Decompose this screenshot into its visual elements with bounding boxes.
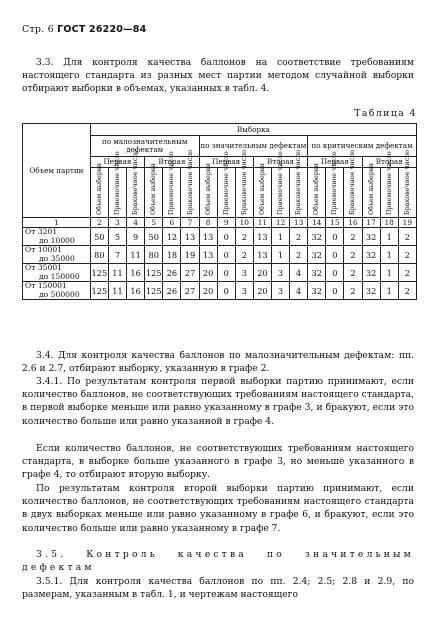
table-cell: 80 <box>90 246 108 264</box>
table-cell: 4 <box>290 282 308 300</box>
table-body <box>23 228 417 300</box>
table-cell: 16 <box>127 282 145 300</box>
column-numbers-row: 1 2 3 4 5 6 7 8 9 10 11 12 13 14 15 16 17 18 19 <box>23 218 417 228</box>
table-cell: 2 <box>344 282 362 300</box>
table-cell: 7 <box>108 246 126 264</box>
subcol-reject: Браковочное число <box>398 168 416 218</box>
table-row <box>23 228 417 246</box>
group-header-major: по значительным дефектам <box>199 136 308 157</box>
paragraph-second-sample: По результатам контроля второй выборки партию принимают, если количество баллонов, не соответствующих требованиям настоящего стандарта в двух выборках меньше или равно указанному в графе 6, и бракуют, если это количество больше или равно указанному в графе 7. <box>22 483 414 534</box>
table-cell: 0 <box>217 246 235 264</box>
table-cell: 2 <box>398 246 416 264</box>
subcol-reject: Браковочное число <box>127 168 145 218</box>
subcol-accept: Приемочное число <box>108 168 126 218</box>
table-cell: 0 <box>217 282 235 300</box>
table-row <box>23 264 417 282</box>
table-cell: 9 <box>127 228 145 246</box>
table-cell: 27 <box>181 282 199 300</box>
subcol-volume: Объем выборки <box>199 168 217 218</box>
table-cell: 32 <box>308 246 326 264</box>
subheader-first: Первая <box>90 157 144 168</box>
table-cell: 125 <box>145 264 163 282</box>
subcol-accept: Приемочное число <box>217 168 235 218</box>
page-header <box>22 24 146 35</box>
paragraph-3-3: 3.3. Для контроля качества баллонов на соответствие требованиям настоящего стандарта из разных мест партии методом случайной выборки отбирают выборки в объемах, указанных в табл. 4. <box>22 57 414 95</box>
party-size-cell: От 35001 до 150000 <box>23 264 91 282</box>
table-cell: 20 <box>199 282 217 300</box>
table-cell: 2 <box>235 228 253 246</box>
table-cell: 2 <box>290 246 308 264</box>
table-cell: 32 <box>308 228 326 246</box>
table-cell: 2 <box>235 246 253 264</box>
table-cell: 20 <box>253 264 271 282</box>
subcol-volume: Объем выборки <box>253 168 271 218</box>
table-cell: 13 <box>199 228 217 246</box>
paragraph-3-4-1: 3.4.1. По результатам контроля первой выборки партию принимают, если количество баллонов, не соответствующих требованиям настоящего стандарта, в первой выборке меньше или равно указанному в графе 3, и бракуют, если это количество больше или равно указанной в графе 4. <box>22 376 414 427</box>
table-cell: 1 <box>380 282 398 300</box>
table-cell: 11 <box>108 264 126 282</box>
sampling-table <box>22 123 417 300</box>
table-cell: 20 <box>253 282 271 300</box>
col-header-sample: Выборка <box>90 124 416 136</box>
table-cell: 2 <box>344 246 362 264</box>
table-cell: 3 <box>235 282 253 300</box>
subcol-reject: Браковочное число <box>235 168 253 218</box>
table-cell: 13 <box>181 228 199 246</box>
table-row <box>23 246 417 264</box>
table-cell: 125 <box>90 264 108 282</box>
table-cell: 32 <box>362 228 380 246</box>
table-cell: 32 <box>308 264 326 282</box>
table-cell: 27 <box>181 264 199 282</box>
subheader-second: Вторая <box>145 157 199 168</box>
subcol-volume: Объем выборки <box>90 168 108 218</box>
party-size-cell: От 10001 до 35000 <box>23 246 91 264</box>
table-cell: 18 <box>163 246 181 264</box>
paragraph-if-count: Если количество баллонов, не соответствующих требованиям настоящего стандарта, в выборке больше указанного в графе 3, но меньше указанного в графе 4, то отбирают вторую выборку. <box>22 443 414 481</box>
table-cell: 20 <box>199 264 217 282</box>
table-cell: 0 <box>326 228 344 246</box>
table-cell: 19 <box>181 246 199 264</box>
table-cell: 32 <box>362 282 380 300</box>
table-cell: 16 <box>127 264 145 282</box>
paragraph-3-5-1: 3.5.1. Для контроля качества баллонов по пп. 2.4; 2.5; 2.8 и 2.9, по размерам, указанным в табл. 1, и чертежам настоящего <box>22 576 414 601</box>
subcol-reject: Браковочное число <box>181 168 199 218</box>
table-cell: 1 <box>380 246 398 264</box>
table-cell: 1 <box>271 246 289 264</box>
table-cell: 3 <box>271 264 289 282</box>
table-cell: 13 <box>253 246 271 264</box>
table-cell: 0 <box>326 282 344 300</box>
table-cell: 2 <box>398 228 416 246</box>
table-cell: 2 <box>344 264 362 282</box>
table-cell: 0 <box>217 228 235 246</box>
subcol-accept: Приемочное число <box>163 168 181 218</box>
table-cell: 1 <box>271 228 289 246</box>
table-cell: 13 <box>199 246 217 264</box>
table-cell: 50 <box>145 228 163 246</box>
table-cell: 80 <box>145 246 163 264</box>
table-cell: 11 <box>108 282 126 300</box>
subheader-first: Первая <box>199 157 253 168</box>
table-cell: 3 <box>235 264 253 282</box>
table-cell: 5 <box>108 228 126 246</box>
table-cell: 50 <box>90 228 108 246</box>
table-cell: 2 <box>398 282 416 300</box>
paragraph-3-4: 3.4. Для контроля качества баллонов по малозначительным дефектам: пп. 2.6 и 2.7, отбирают выборку, указанную в графе 2. <box>22 350 414 375</box>
table-cell: 4 <box>290 264 308 282</box>
table-cell: 2 <box>344 228 362 246</box>
table-cell: 32 <box>362 246 380 264</box>
table-row <box>23 282 417 300</box>
group-header-critical: по критическим дефектам <box>308 136 417 157</box>
table-cell: 0 <box>326 246 344 264</box>
table-cell: 2 <box>290 228 308 246</box>
page-number: Стр. 6 <box>22 24 54 35</box>
subcol-volume: Объем выборки <box>362 168 380 218</box>
gost-number: ГОСТ 26220—84 <box>57 24 147 35</box>
table-cell: 32 <box>362 264 380 282</box>
table-cell: 26 <box>163 264 181 282</box>
table-cell: 12 <box>163 228 181 246</box>
table-cell: 125 <box>145 282 163 300</box>
table-caption: Таблица 4 <box>354 108 417 119</box>
table-cell: 26 <box>163 282 181 300</box>
table-cell: 125 <box>90 282 108 300</box>
subheader-second: Вторая <box>253 157 307 168</box>
table-cell: 0 <box>326 264 344 282</box>
col-header-party: Объем партии <box>23 124 91 218</box>
party-size-cell: От 150001 до 500000 <box>23 282 91 300</box>
paragraph-3-5: 3.5. Контроль качества по значительным дефектам <box>22 549 414 574</box>
subheader-first: Первая <box>308 157 362 168</box>
table-cell: 1 <box>380 264 398 282</box>
table-cell: 13 <box>253 228 271 246</box>
subcol-volume: Объем выборки <box>308 168 326 218</box>
subcol-volume: Объем выборки <box>145 168 163 218</box>
subcol-reject: Браковочное число <box>344 168 362 218</box>
subcol-accept: Приемочное число <box>271 168 289 218</box>
subcol-accept: Приемочное число <box>326 168 344 218</box>
table-cell: 32 <box>308 282 326 300</box>
table-cell: 0 <box>217 264 235 282</box>
group-header-minor: по малозначительным дефектам <box>90 136 199 157</box>
subcol-reject: Браковочное число <box>290 168 308 218</box>
party-size-cell: От 3201 до 10000 <box>23 228 91 246</box>
subcol-accept: Приемочное число <box>380 168 398 218</box>
table-cell: 11 <box>127 246 145 264</box>
table-cell: 3 <box>271 282 289 300</box>
subheader-second: Вторая <box>362 157 416 168</box>
table-cell: 1 <box>380 228 398 246</box>
table-cell: 2 <box>398 264 416 282</box>
